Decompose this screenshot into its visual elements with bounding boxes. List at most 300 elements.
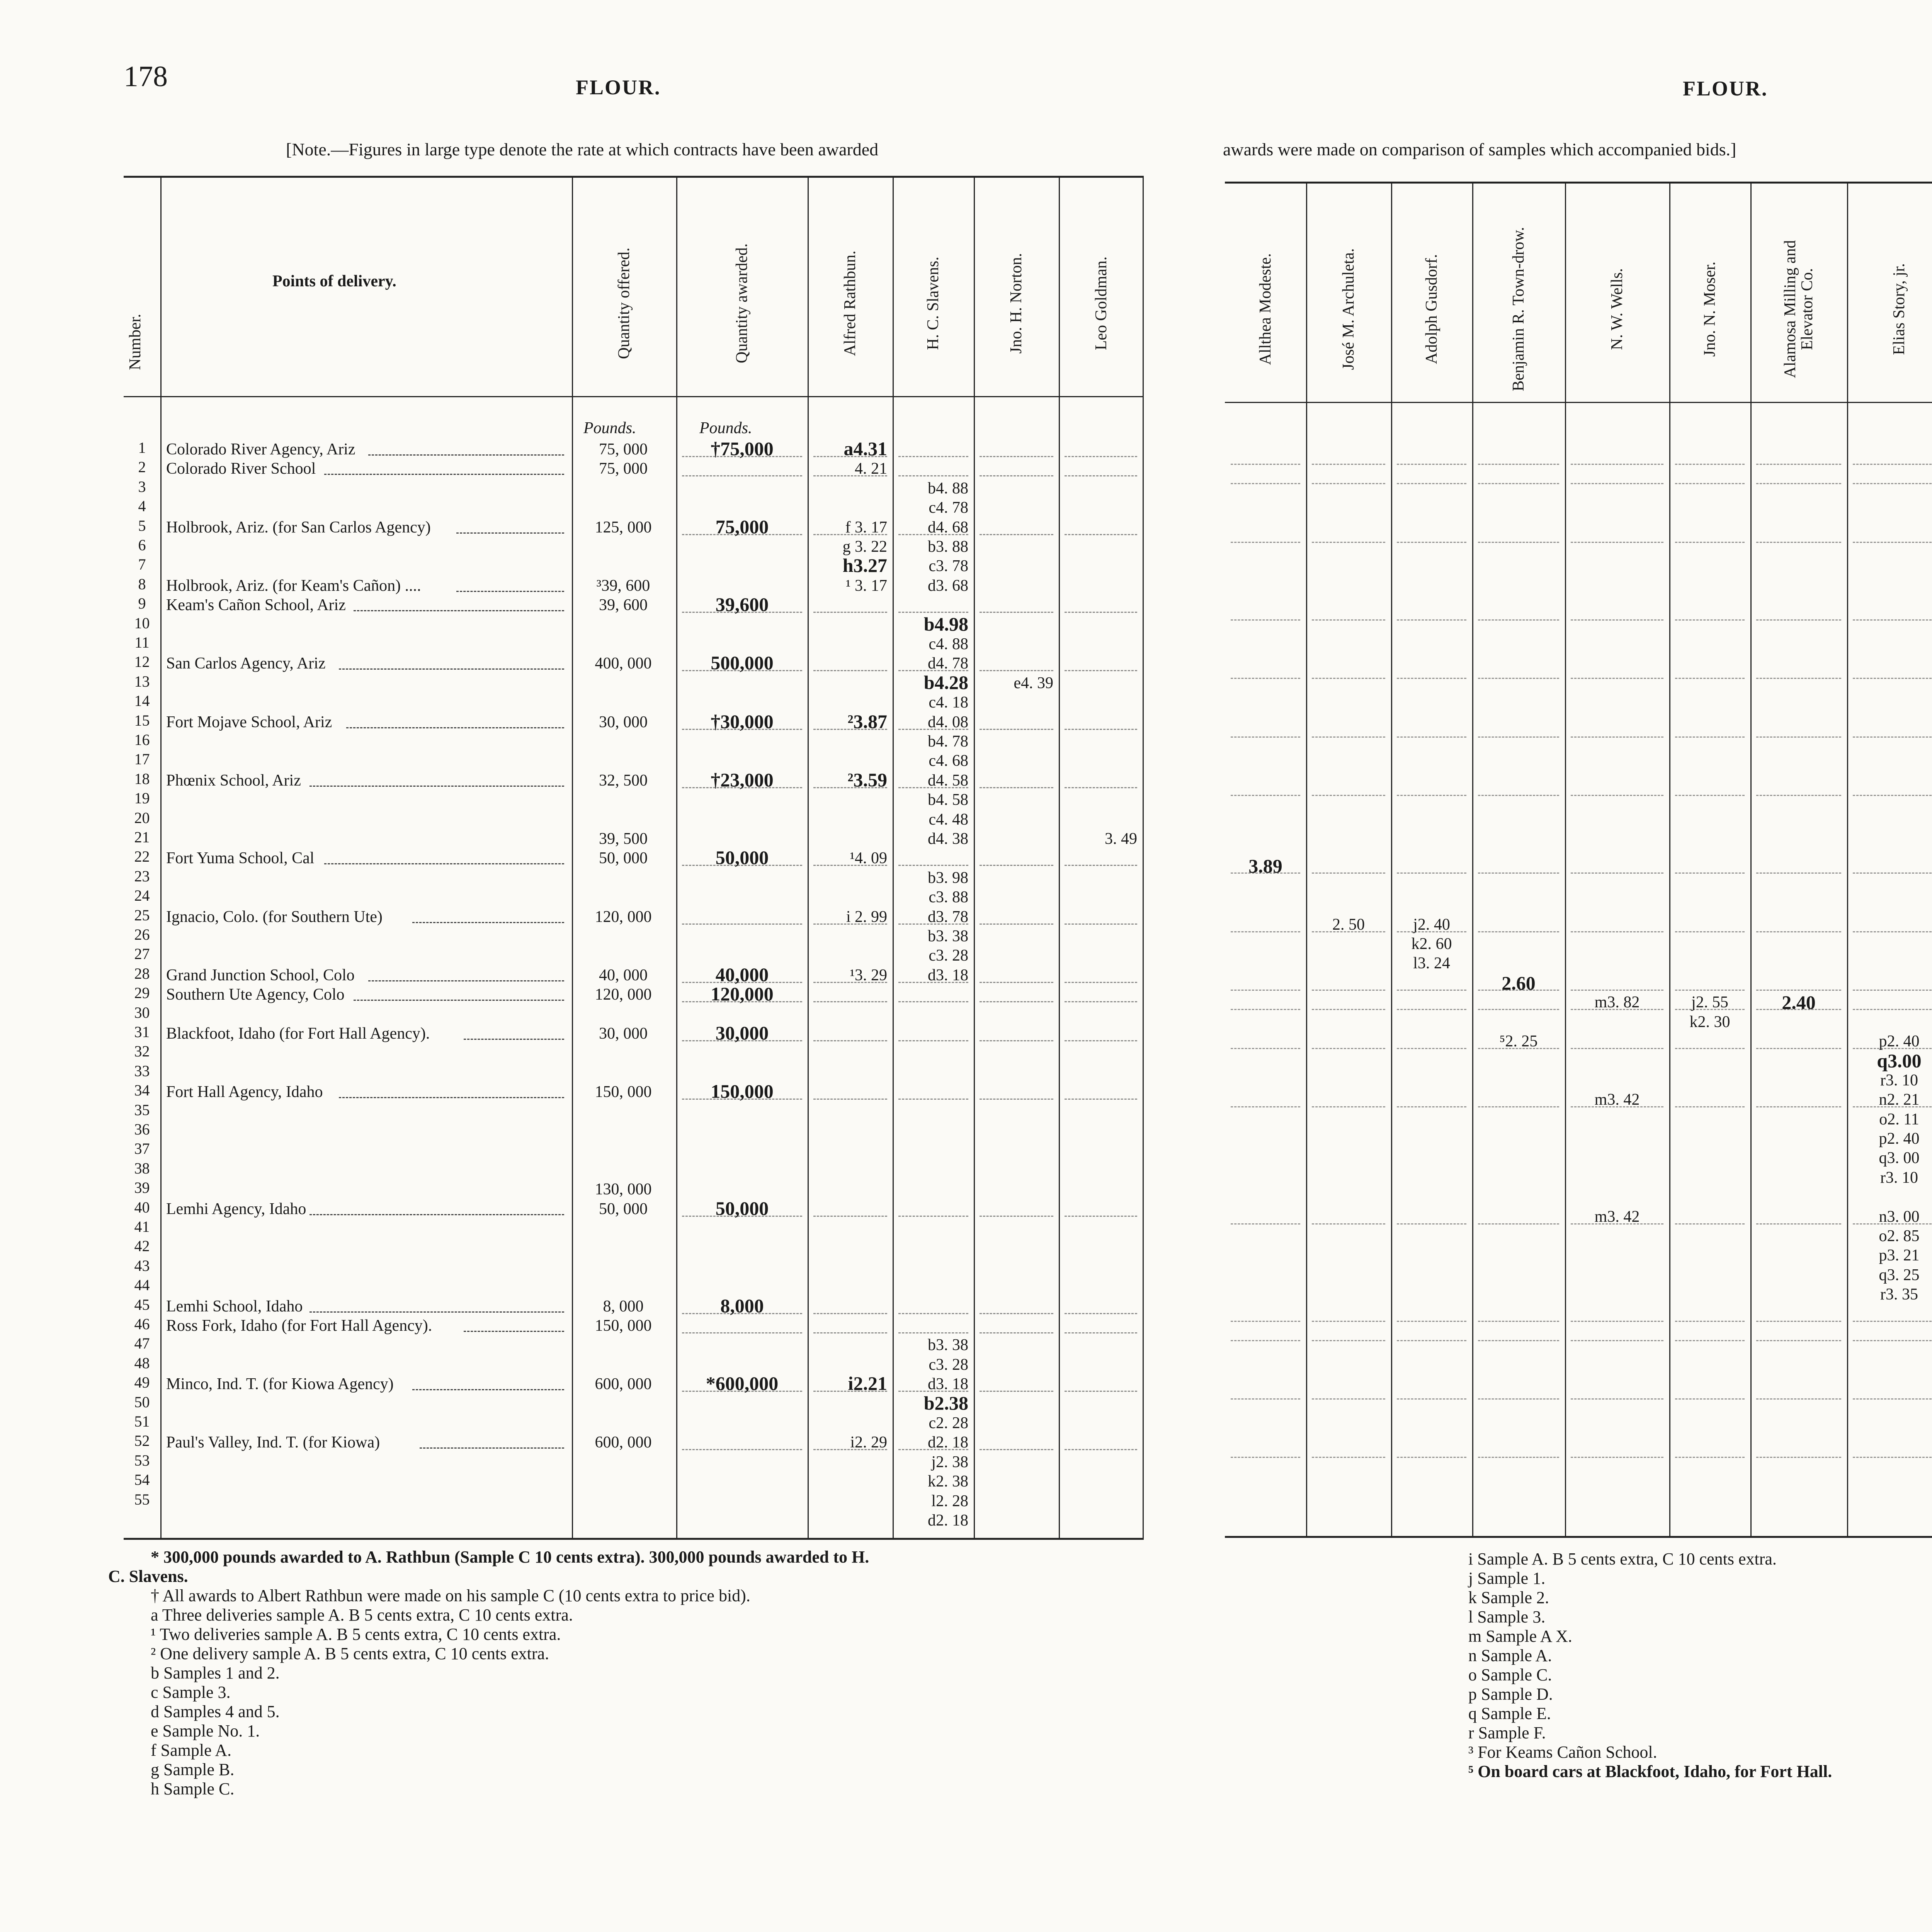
cell-leader bbox=[898, 534, 968, 535]
unit-awarded: Pounds. bbox=[699, 419, 752, 437]
slavens-bid: l2. 28 bbox=[931, 1492, 968, 1510]
cell-leader bbox=[1756, 1321, 1841, 1322]
rathbun-bid: i2.21 bbox=[848, 1372, 887, 1395]
leader-dots bbox=[324, 474, 564, 475]
delivery-point: Blackfoot, Idaho (for Fort Hall Agency). bbox=[166, 1025, 430, 1043]
cell-leader bbox=[1231, 931, 1300, 932]
footnote: r Sample F. bbox=[1468, 1723, 1546, 1742]
cell-leader bbox=[682, 729, 802, 730]
col-header-goldman: Leo Goldman. bbox=[1092, 256, 1110, 350]
right-note: awards were made on comparison of samples which accompanied bids.] bbox=[1223, 139, 1736, 159]
quantity-offered: 600, 000 bbox=[595, 1434, 652, 1452]
cell-leader bbox=[1397, 872, 1466, 874]
col-header-number: Number. bbox=[126, 314, 144, 370]
cell-leader bbox=[1231, 795, 1300, 796]
cell-leader bbox=[1853, 990, 1932, 991]
cell-leader bbox=[1231, 1009, 1300, 1010]
footnote: p Sample D. bbox=[1468, 1685, 1553, 1704]
cell-leader bbox=[1312, 1048, 1385, 1049]
quantity-awarded: †30,000 bbox=[711, 710, 774, 732]
delivery-point: Grand Junction School, Colo bbox=[166, 966, 355, 984]
footnote: o Sample C. bbox=[1468, 1665, 1552, 1684]
cell-leader bbox=[1312, 678, 1385, 679]
cell-leader bbox=[1675, 464, 1745, 465]
slavens-bid: d4. 68 bbox=[928, 518, 968, 536]
col-header-awarded: Quantity awarded. bbox=[733, 243, 751, 364]
cell-leader bbox=[1397, 1048, 1466, 1049]
quantity-awarded: 120,000 bbox=[711, 983, 774, 1005]
cell-leader bbox=[898, 923, 968, 925]
leader-dots bbox=[346, 727, 564, 728]
bid-value: k2. 60 bbox=[1411, 935, 1452, 953]
quantity-offered: 40, 000 bbox=[599, 966, 648, 984]
leader-dots bbox=[412, 1389, 564, 1390]
cell-leader bbox=[1571, 990, 1663, 991]
quantity-offered: 120, 000 bbox=[595, 986, 652, 1004]
leader-dots bbox=[456, 591, 564, 592]
cell-leader bbox=[1312, 619, 1385, 621]
cell-leader bbox=[813, 1099, 887, 1100]
quantity-offered: 39, 500 bbox=[599, 830, 648, 848]
left-running-head: FLOUR. bbox=[576, 76, 661, 99]
col-header: Benjamin R. Town-drow. bbox=[1510, 227, 1527, 391]
footnote: * 300,000 pounds awarded to A. Rathbun (Sample C 10 cents extra). 300,000 pounds awarded to H. bbox=[151, 1548, 869, 1566]
row-number: 21 bbox=[134, 828, 150, 846]
cell-leader bbox=[682, 1391, 802, 1392]
cell-leader bbox=[1397, 483, 1466, 484]
cell-leader bbox=[1312, 795, 1385, 796]
bid-value: n3. 00 bbox=[1879, 1208, 1920, 1226]
quantity-awarded: 50,000 bbox=[715, 1197, 769, 1219]
cell-leader bbox=[980, 1449, 1053, 1450]
cell-leader bbox=[1853, 1340, 1932, 1341]
row-number: 46 bbox=[134, 1315, 150, 1333]
delivery-point: Lemhi School, Idaho bbox=[166, 1297, 303, 1315]
cell-leader bbox=[813, 1001, 887, 1002]
cell-leader bbox=[1397, 678, 1466, 679]
cell-leader bbox=[1312, 483, 1385, 484]
cell-leader bbox=[980, 982, 1053, 983]
row-number: 47 bbox=[134, 1335, 150, 1352]
delivery-point: Keam's Cañon School, Ariz bbox=[166, 596, 346, 614]
row-number: 8 bbox=[138, 575, 146, 593]
cell-leader bbox=[1853, 1398, 1932, 1400]
cell-leader bbox=[1231, 464, 1300, 465]
quantity-offered: 75, 000 bbox=[599, 460, 648, 478]
row-number: 20 bbox=[134, 809, 150, 827]
delivery-point: Paul's Valley, Ind. T. (for Kiowa) bbox=[166, 1434, 380, 1452]
leader-dots bbox=[368, 980, 564, 981]
cell-leader bbox=[1231, 1223, 1300, 1225]
cell-leader bbox=[1312, 1398, 1385, 1400]
cell-leader bbox=[1675, 795, 1745, 796]
cell-leader bbox=[1675, 872, 1745, 874]
cell-leader bbox=[1397, 619, 1466, 621]
cell-leader bbox=[1571, 483, 1663, 484]
cell-leader bbox=[1571, 795, 1663, 796]
row-number: 44 bbox=[134, 1276, 150, 1294]
cell-leader bbox=[1478, 1009, 1559, 1010]
cell-leader bbox=[1756, 678, 1841, 679]
row-number: 22 bbox=[134, 848, 150, 866]
slavens-bid: d4. 38 bbox=[928, 830, 968, 848]
delivery-point: Colorado River School bbox=[166, 460, 316, 478]
cell-leader bbox=[980, 1313, 1053, 1314]
row-number: 16 bbox=[134, 731, 150, 748]
cell-leader bbox=[980, 865, 1053, 866]
cell-leader bbox=[1675, 1048, 1745, 1049]
cell-leader bbox=[1397, 1340, 1466, 1341]
footnote: i Sample A. B 5 cents extra, C 10 cents extra. bbox=[1468, 1549, 1777, 1568]
cell-leader bbox=[1571, 1048, 1663, 1049]
slavens-bid: c4. 78 bbox=[929, 499, 968, 517]
slavens-bid: d4. 08 bbox=[928, 713, 968, 731]
left-footnotes bbox=[108, 1548, 1151, 1818]
bid-value: l3. 24 bbox=[1413, 954, 1450, 973]
row-number: 27 bbox=[134, 945, 150, 963]
cell-leader bbox=[813, 1449, 887, 1450]
slavens-bid: d3. 68 bbox=[928, 577, 968, 595]
cell-leader bbox=[1478, 483, 1559, 484]
slavens-bid: c2. 28 bbox=[929, 1414, 968, 1432]
cell-leader bbox=[813, 534, 887, 535]
footnote: d Samples 4 and 5. bbox=[151, 1702, 280, 1721]
row-number: 52 bbox=[134, 1432, 150, 1450]
cell-leader bbox=[813, 729, 887, 730]
cell-leader bbox=[813, 456, 887, 457]
bid-value: r3. 35 bbox=[1880, 1286, 1918, 1304]
bid-value: 3.89 bbox=[1248, 855, 1282, 877]
cell-leader bbox=[1756, 1223, 1841, 1225]
row-number: 11 bbox=[134, 634, 150, 651]
cell-leader bbox=[1065, 1099, 1137, 1100]
leader-dots bbox=[420, 1447, 564, 1449]
cell-leader bbox=[1675, 1321, 1745, 1322]
cell-leader bbox=[1571, 1398, 1663, 1400]
cell-leader bbox=[1478, 931, 1559, 932]
cell-leader bbox=[1478, 1398, 1559, 1400]
cell-leader bbox=[898, 1391, 968, 1392]
rathbun-bid: f 3. 17 bbox=[845, 518, 887, 536]
slavens-bid: c3. 28 bbox=[929, 1355, 968, 1374]
cell-leader bbox=[1478, 678, 1559, 679]
quantity-offered: 400, 000 bbox=[595, 655, 652, 673]
cell-leader bbox=[1478, 1340, 1559, 1341]
cell-leader bbox=[1397, 795, 1466, 796]
cell-leader bbox=[682, 923, 802, 925]
cell-leader bbox=[1231, 1321, 1300, 1322]
cell-leader bbox=[1397, 1398, 1466, 1400]
slavens-bid: c3. 78 bbox=[929, 557, 968, 575]
cell-leader bbox=[1397, 736, 1466, 738]
cell-leader bbox=[1312, 1223, 1385, 1225]
cell-leader bbox=[813, 865, 887, 866]
cell-leader bbox=[1756, 736, 1841, 738]
footnote: n Sample A. bbox=[1468, 1646, 1552, 1665]
footnote: c Sample 3. bbox=[151, 1683, 231, 1702]
cell-leader bbox=[1312, 1457, 1385, 1458]
quantity-awarded: †75,000 bbox=[711, 438, 774, 459]
leader-dots bbox=[456, 532, 564, 534]
cell-leader bbox=[1065, 1391, 1137, 1392]
leader-dots bbox=[310, 786, 564, 787]
cell-leader bbox=[1065, 670, 1137, 671]
cell-leader bbox=[1231, 1398, 1300, 1400]
cell-leader bbox=[1065, 456, 1137, 457]
left-table bbox=[124, 176, 1144, 1544]
cell-leader bbox=[1675, 1398, 1745, 1400]
cell-leader bbox=[1756, 619, 1841, 621]
slavens-bid: c3. 88 bbox=[929, 888, 968, 906]
bid-value: j2. 55 bbox=[1691, 993, 1728, 1012]
cell-leader bbox=[1231, 542, 1300, 543]
quantity-awarded: †23,000 bbox=[711, 769, 774, 791]
slavens-bid: b3. 88 bbox=[928, 538, 968, 556]
rathbun-bid: g 3. 22 bbox=[842, 538, 887, 556]
quantity-offered: 75, 000 bbox=[599, 440, 648, 458]
footnote: ¹ Two deliveries sample A. B 5 cents extra, C 10 cents extra. bbox=[151, 1625, 561, 1644]
leader-dots bbox=[339, 1097, 564, 1098]
leader-dots bbox=[310, 1311, 564, 1313]
cell-leader bbox=[980, 612, 1053, 613]
bid-value: p2. 40 bbox=[1879, 1032, 1920, 1050]
leader-dots bbox=[464, 1039, 564, 1040]
quantity-awarded: 150,000 bbox=[711, 1080, 774, 1102]
footnote: g Sample B. bbox=[151, 1760, 235, 1779]
leader-dots bbox=[464, 1331, 564, 1332]
footnote: h Sample C. bbox=[151, 1779, 235, 1798]
row-number: 18 bbox=[134, 770, 150, 787]
leader-dots bbox=[368, 454, 564, 456]
cell-leader bbox=[1675, 678, 1745, 679]
row-number: 29 bbox=[134, 984, 150, 1002]
row-number: 24 bbox=[134, 887, 150, 905]
slavens-bid: c4. 68 bbox=[929, 752, 968, 770]
norton-bid: e4. 39 bbox=[1014, 674, 1053, 692]
cell-leader bbox=[1312, 1340, 1385, 1341]
row-number: 49 bbox=[134, 1374, 150, 1391]
cell-leader bbox=[1231, 1457, 1300, 1458]
cell-leader bbox=[813, 475, 887, 476]
cell-leader bbox=[813, 1216, 887, 1217]
cell-leader bbox=[898, 982, 968, 983]
row-number: 15 bbox=[134, 711, 150, 729]
rathbun-bid: ²3.87 bbox=[847, 710, 887, 732]
cell-leader bbox=[980, 1001, 1053, 1002]
quantity-offered: 125, 000 bbox=[595, 518, 652, 536]
rathbun-bid: a4.31 bbox=[844, 438, 887, 459]
cell-leader bbox=[1756, 1457, 1841, 1458]
delivery-point: Phœnix School, Ariz bbox=[166, 771, 301, 789]
cell-leader bbox=[898, 1001, 968, 1002]
bid-value: m3. 82 bbox=[1594, 993, 1640, 1012]
slavens-bid: d2. 18 bbox=[928, 1512, 968, 1529]
cell-leader bbox=[1312, 1009, 1385, 1010]
cell-leader bbox=[898, 670, 968, 671]
cell-leader bbox=[980, 534, 1053, 535]
cell-leader bbox=[1571, 872, 1663, 874]
slavens-bid: b3. 38 bbox=[928, 927, 968, 945]
row-number: 37 bbox=[134, 1140, 150, 1158]
footnote: ³ For Keams Cañon School. bbox=[1468, 1743, 1657, 1762]
cell-leader bbox=[980, 456, 1053, 457]
bid-value: p3. 21 bbox=[1879, 1247, 1920, 1265]
bid-value: q3.00 bbox=[1877, 1050, 1922, 1072]
cell-leader bbox=[1853, 1321, 1932, 1322]
footnote: e Sample No. 1. bbox=[151, 1721, 260, 1740]
delivery-point: Fort Mojave School, Ariz bbox=[166, 713, 332, 731]
delivery-point: Ross Fork, Idaho (for Fort Hall Agency). bbox=[166, 1317, 432, 1335]
bid-value: q3. 00 bbox=[1879, 1149, 1920, 1167]
cell-leader bbox=[1478, 1457, 1559, 1458]
cell-leader bbox=[1065, 1449, 1137, 1450]
rathbun-bid: i 2. 99 bbox=[846, 908, 887, 926]
slavens-bid: j2. 38 bbox=[931, 1453, 968, 1471]
row-number: 33 bbox=[134, 1062, 150, 1080]
cell-leader bbox=[1065, 612, 1137, 613]
cell-leader bbox=[1312, 736, 1385, 738]
row-number: 6 bbox=[138, 536, 146, 554]
cell-leader bbox=[898, 787, 968, 788]
bid-value: k2. 30 bbox=[1689, 1013, 1730, 1031]
cell-leader bbox=[1478, 464, 1559, 465]
cell-leader bbox=[1312, 990, 1385, 991]
cell-leader bbox=[1478, 872, 1559, 874]
cell-leader bbox=[1231, 483, 1300, 484]
cell-leader bbox=[682, 475, 802, 476]
slavens-bid: b2.38 bbox=[923, 1392, 968, 1414]
cell-leader bbox=[1571, 464, 1663, 465]
bid-value: r3. 10 bbox=[1880, 1071, 1918, 1089]
col-header: Alamosa Milling and Elevator Co. bbox=[1781, 240, 1816, 378]
row-number: 34 bbox=[134, 1082, 150, 1099]
cell-leader bbox=[1756, 1048, 1841, 1049]
cell-leader bbox=[1853, 1009, 1932, 1010]
cell-leader bbox=[682, 670, 802, 671]
row-number: 30 bbox=[134, 1003, 150, 1021]
bid-value: j2. 40 bbox=[1413, 915, 1450, 934]
cell-leader bbox=[682, 456, 802, 457]
cell-leader bbox=[980, 1099, 1053, 1100]
col-header-rathbun: Alfred Rathbun. bbox=[841, 250, 859, 356]
cell-leader bbox=[1853, 931, 1932, 932]
leader-dots bbox=[412, 922, 564, 923]
col-header: Jno. N. Moser. bbox=[1701, 261, 1719, 357]
cell-leader bbox=[1312, 542, 1385, 543]
bid-value: q3. 25 bbox=[1879, 1266, 1920, 1284]
cell-leader bbox=[1478, 795, 1559, 796]
cell-leader bbox=[1065, 787, 1137, 788]
bid-value: n2. 21 bbox=[1879, 1091, 1920, 1109]
cell-leader bbox=[682, 1099, 802, 1100]
row-number: 54 bbox=[134, 1471, 150, 1489]
bid-value: ⁵2. 25 bbox=[1499, 1032, 1538, 1050]
cell-leader bbox=[1571, 1457, 1663, 1458]
cell-leader bbox=[813, 982, 887, 983]
cell-leader bbox=[1478, 1223, 1559, 1225]
delivery-point: Fort Yuma School, Cal bbox=[166, 849, 315, 867]
cell-leader bbox=[898, 1216, 968, 1217]
cell-leader bbox=[682, 534, 802, 535]
cell-leader bbox=[682, 612, 802, 613]
cell-leader bbox=[980, 1040, 1053, 1041]
row-number: 41 bbox=[134, 1218, 150, 1235]
cell-leader bbox=[1478, 542, 1559, 543]
rathbun-bid: 4. 21 bbox=[855, 460, 887, 478]
row-number: 26 bbox=[134, 926, 150, 943]
row-number: 5 bbox=[138, 517, 146, 534]
row-number: 23 bbox=[134, 867, 150, 885]
right-running-head: FLOUR. bbox=[1683, 77, 1768, 100]
bid-value: p2. 40 bbox=[1879, 1130, 1920, 1148]
slavens-bid: b3. 98 bbox=[928, 869, 968, 887]
row-number: 1 bbox=[138, 439, 146, 456]
footnote: k Sample 2. bbox=[1468, 1588, 1549, 1607]
cell-leader bbox=[1312, 1106, 1385, 1107]
cell-leader bbox=[980, 923, 1053, 925]
cell-leader bbox=[1231, 1106, 1300, 1107]
rathbun-bid: ²3.59 bbox=[847, 769, 887, 791]
cell-leader bbox=[1853, 619, 1932, 621]
cell-leader bbox=[898, 729, 968, 730]
cell-leader bbox=[1675, 1340, 1745, 1341]
cell-leader bbox=[1397, 1321, 1466, 1322]
leader-dots bbox=[310, 1214, 564, 1215]
cell-leader bbox=[1756, 1106, 1841, 1107]
bid-value: m3. 42 bbox=[1594, 1208, 1640, 1226]
cell-leader bbox=[1756, 483, 1841, 484]
slavens-bid: b4.98 bbox=[923, 613, 968, 635]
cell-leader bbox=[1478, 1106, 1559, 1107]
footnote: j Sample 1. bbox=[1468, 1569, 1546, 1588]
bid-value: 2.60 bbox=[1502, 972, 1536, 994]
row-number: 7 bbox=[138, 556, 146, 573]
cell-leader bbox=[682, 1313, 802, 1314]
quantity-awarded: 50,000 bbox=[715, 847, 769, 869]
cell-leader bbox=[1231, 990, 1300, 991]
cell-leader bbox=[1853, 872, 1932, 874]
cell-leader bbox=[1065, 534, 1137, 535]
footnote: C. Slavens. bbox=[108, 1567, 188, 1586]
quantity-offered: 50, 000 bbox=[599, 1200, 648, 1218]
bid-value: 2.40 bbox=[1782, 992, 1816, 1014]
cell-leader bbox=[1756, 931, 1841, 932]
footnote: ⁵ On board cars at Blackfoot, Idaho, for Fort Hall. bbox=[1468, 1762, 1832, 1781]
cell-leader bbox=[980, 1391, 1053, 1392]
delivery-point: Holbrook, Ariz. (for San Carlos Agency) bbox=[166, 518, 431, 536]
cell-leader bbox=[1756, 1340, 1841, 1341]
cell-leader bbox=[1853, 464, 1932, 465]
cell-leader bbox=[1312, 872, 1385, 874]
bid-value: r3. 10 bbox=[1880, 1168, 1918, 1187]
cell-leader bbox=[1231, 1048, 1300, 1049]
rathbun-bid: ¹ 3. 17 bbox=[845, 577, 887, 595]
cell-leader bbox=[980, 670, 1053, 671]
slavens-bid: b4. 78 bbox=[928, 733, 968, 750]
cell-leader bbox=[682, 787, 802, 788]
cell-leader bbox=[1675, 1457, 1745, 1458]
row-number: 39 bbox=[134, 1179, 150, 1197]
cell-leader bbox=[1675, 483, 1745, 484]
row-number: 31 bbox=[134, 1023, 150, 1041]
bid-value: 2. 50 bbox=[1332, 915, 1365, 934]
cell-leader bbox=[1571, 1321, 1663, 1322]
rathbun-bid: h3.27 bbox=[842, 554, 887, 577]
cell-leader bbox=[1571, 736, 1663, 738]
slavens-bid: d3. 18 bbox=[928, 966, 968, 984]
right-table bbox=[1225, 182, 1932, 1546]
cell-leader bbox=[813, 1040, 887, 1041]
